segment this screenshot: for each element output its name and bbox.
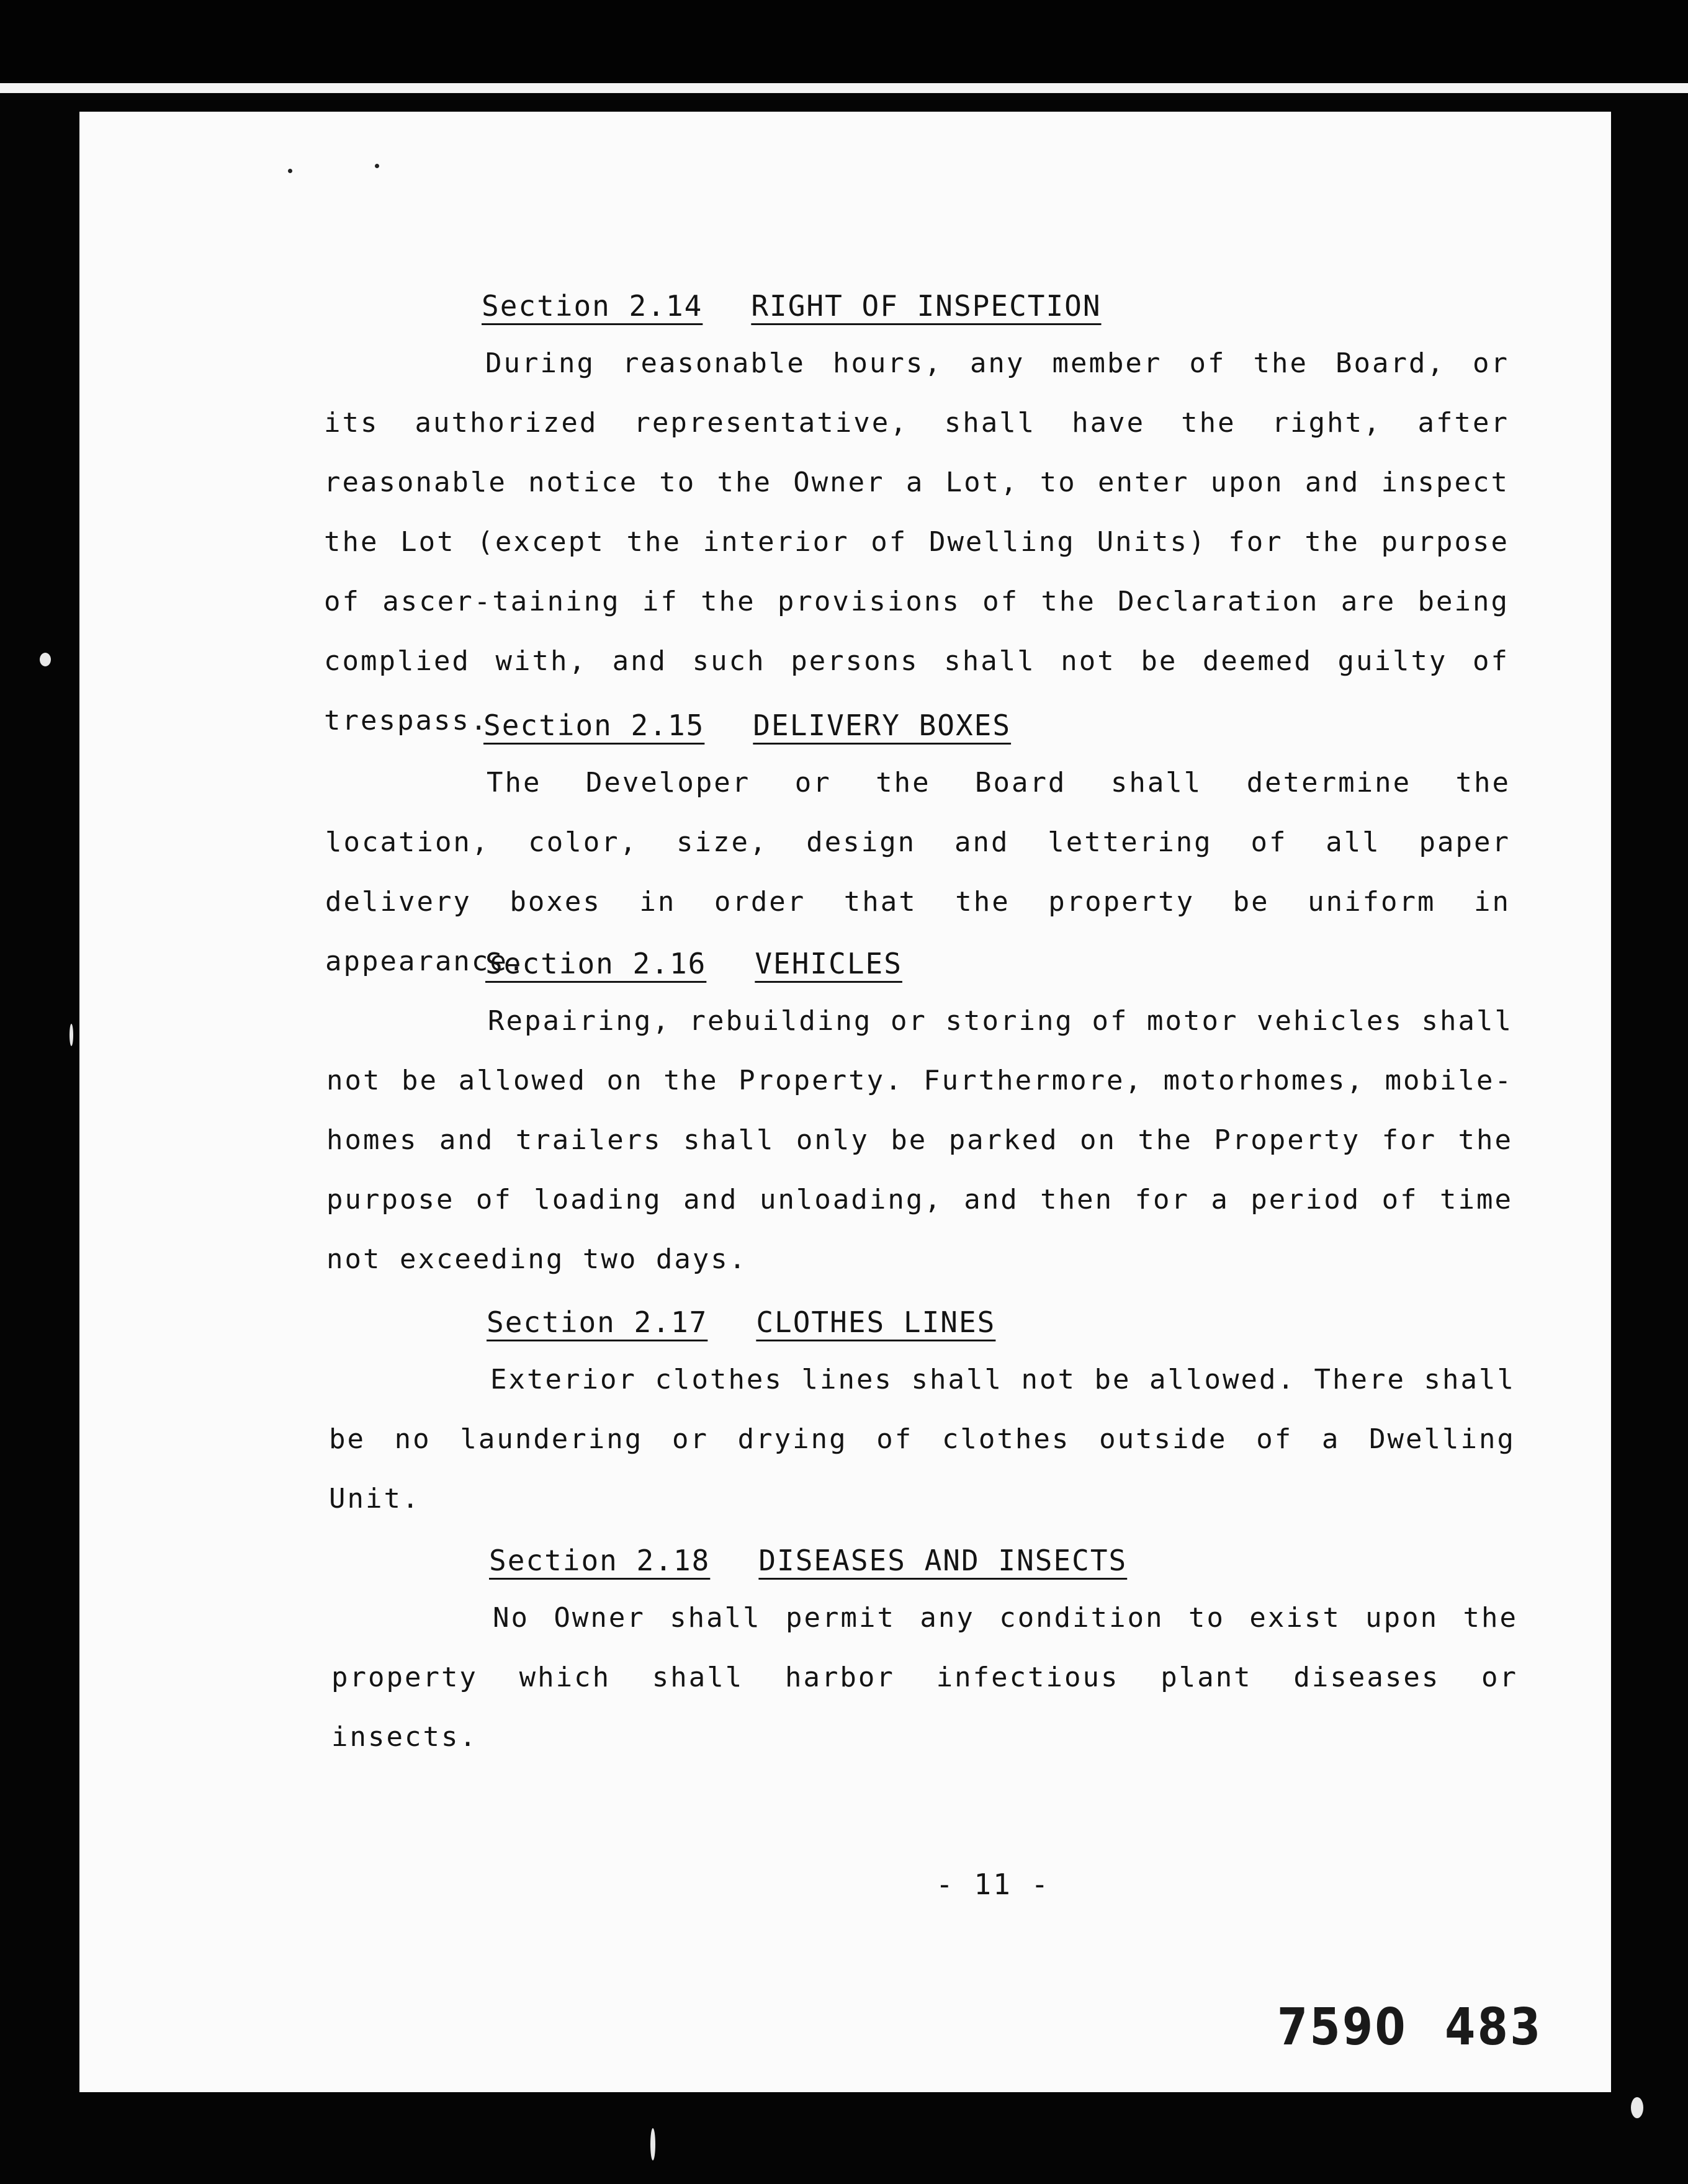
section-heading — [487, 1305, 995, 1339]
section-title: DELIVERY BOXES — [753, 709, 1012, 742]
scan-speck — [650, 2128, 655, 2160]
section-number: Section 2.17 — [487, 1305, 708, 1339]
page-speck — [288, 169, 292, 173]
section-heading — [483, 709, 1011, 742]
document-number-prefix: 7590 — [1277, 1998, 1408, 2057]
section-number: Section 2.16 — [485, 947, 707, 980]
section-body: During reasonable hours, any member of the Board, or its authorized representative, shall have the right, after reasonable notice to the Owner a Lot, to enter upon and inspect the Lot (except the interior of Dwelling Units) for the purpose of ascer-taining if the provisions of the Declaration are being complied with, and such persons shall not be deemed guilty of trespass. — [324, 347, 1509, 736]
section-number: Section 2.18 — [489, 1544, 711, 1577]
scan-speck — [40, 653, 51, 666]
section-title: DISEASES AND INSECTS — [758, 1544, 1128, 1577]
section-number: Section 2.15 — [483, 709, 705, 742]
section-body: No Owner shall permit any condition to exist upon the property which shall harbor infectious plant diseases or insects. — [331, 1602, 1518, 1753]
document-number-suffix: 483 — [1445, 1998, 1543, 2057]
section-title: VEHICLES — [755, 947, 902, 980]
document-number — [1277, 1998, 1543, 2057]
scan-speck — [1631, 2097, 1643, 2118]
section-body: The Developer or the Board shall determine the location, color, size, design and lettering of all paper delivery boxes in order that the property be uniform in appearance. — [325, 767, 1511, 977]
scan-speck — [70, 1024, 73, 1046]
section-title: CLOTHES LINES — [756, 1305, 996, 1339]
page-number: - 11 - — [936, 1868, 1051, 1901]
section-body: Repairing, rebuilding or storing of motor vehicles shall not be allowed on the Property. Furthermore, motorhomes, mobile-homes and trailers shall only be parked on the Property for the purpose of loading and unloading, and then for a period of time not exceeding two days. — [326, 1005, 1513, 1275]
document-page — [79, 112, 1611, 2092]
section-number: Section 2.14 — [482, 289, 703, 323]
section-heading — [485, 947, 902, 980]
section-body: Exterior clothes lines shall not be allowed. There shall be no laundering or drying of clothes outside of a Dwelling Unit. — [329, 1364, 1515, 1515]
page-speck — [375, 164, 379, 168]
section-heading — [482, 289, 1102, 323]
section-title: RIGHT OF INSPECTION — [751, 289, 1102, 323]
scan-edge-line — [0, 83, 1688, 93]
scan-border-top — [0, 0, 1688, 81]
section-heading — [489, 1544, 1127, 1577]
